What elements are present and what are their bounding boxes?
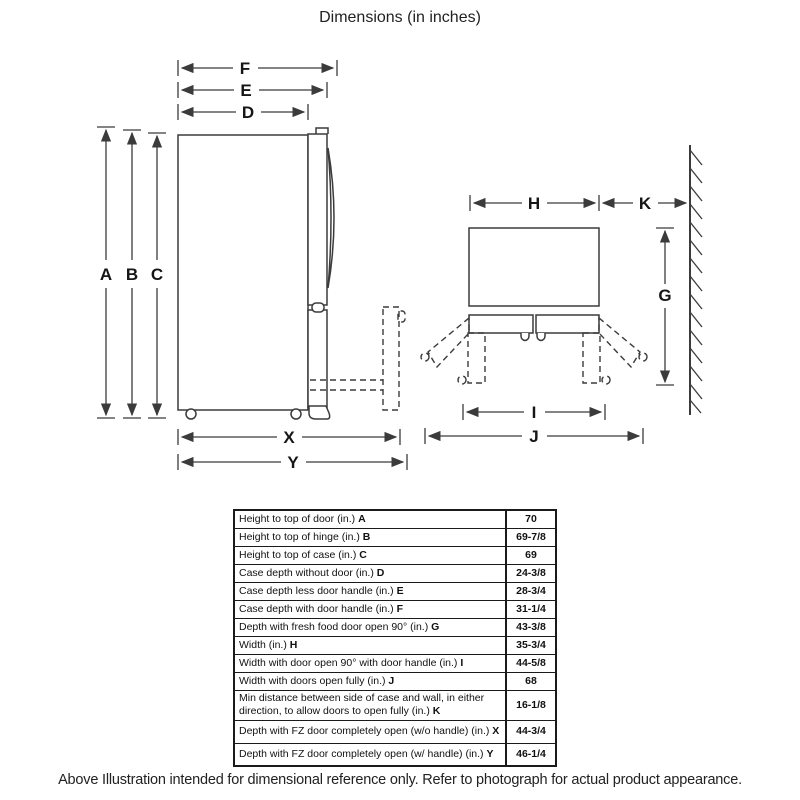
dimension-value: 44-5/8 [506, 654, 556, 672]
left-door-open-90-dashed [468, 333, 485, 383]
dim-label-y: Y [287, 453, 299, 472]
table-row [234, 564, 556, 582]
dim-label-x: X [283, 428, 295, 447]
dim-line-i [463, 403, 605, 422]
table-row [234, 743, 556, 766]
top-view [421, 145, 702, 446]
dim-label-k: K [638, 194, 652, 213]
dimension-letter: D [376, 566, 385, 579]
table-row [234, 654, 556, 672]
dimension-letter: A [358, 512, 366, 525]
left-fully-open-handle-dashed [421, 353, 429, 361]
dimension-label: Case depth less door handle (in.) [239, 584, 397, 597]
dim-line-k [603, 194, 686, 213]
dimension-label: Depth with FZ door completely open (w/ handle) (in.) [239, 747, 487, 760]
dimension-letter: B [362, 530, 371, 543]
dim-line-b [123, 130, 141, 418]
rear-wheel [291, 409, 301, 419]
dim-line-y [178, 453, 407, 472]
door-handle-side [328, 148, 334, 288]
side-view [97, 59, 407, 472]
right-door-open-90-dashed [583, 333, 600, 383]
dimension-letter: G [431, 620, 440, 633]
front-wheel [186, 409, 196, 419]
dimension-value: 24-3/8 [506, 564, 556, 582]
door-foot [309, 406, 330, 419]
right-door-open-fully-dashed [599, 318, 640, 367]
dimension-value: 43-3/8 [506, 618, 556, 636]
dim-label-h: H [527, 194, 541, 213]
dimension-label: Min distance between side of case and wall, in either direction, to allow doors to open fully (in.) [239, 692, 485, 717]
dimensions-table [233, 509, 557, 767]
dim-line-c [148, 133, 166, 418]
table-row [234, 528, 556, 546]
dim-label-b: B [125, 265, 139, 284]
dimension-letter: H [289, 638, 298, 651]
dim-label-e: E [240, 81, 252, 100]
table-row [234, 510, 556, 528]
fresh-food-door-side [308, 134, 327, 305]
table-row [234, 690, 556, 720]
dimension-value: 46-1/4 [506, 743, 556, 766]
dim-line-d [178, 103, 308, 122]
dimension-value: 44-3/4 [506, 720, 556, 743]
dim-label-d: D [241, 103, 255, 122]
left-door-open-fully-dashed [428, 318, 469, 367]
dimension-label: Depth with fresh food door open 90° (in.) [239, 620, 432, 633]
door-hinge [316, 128, 328, 134]
dimension-letter: C [359, 548, 367, 561]
wall-hatching [690, 150, 702, 413]
dim-label-c: C [150, 265, 164, 284]
table-row [234, 600, 556, 618]
dimension-label: Width with doors open fully (in.) [239, 674, 389, 687]
dimension-label: Depth with FZ door completely open (w/o handle) (in.) [239, 725, 493, 738]
dimension-value: 70 [506, 510, 556, 528]
dimension-value: 35-3/4 [506, 636, 556, 654]
dimension-value: 69 [506, 546, 556, 564]
table-row [234, 636, 556, 654]
dimension-value: 31-1/4 [506, 600, 556, 618]
dim-label-i: I [531, 403, 537, 422]
reference-note: Above Illustration intended for dimensional reference only. Refer to photograph for actual product appearance. [58, 772, 742, 788]
right-door-top [536, 315, 599, 333]
left-door-top [469, 315, 533, 333]
dim-line-e [178, 81, 327, 100]
fridge-case-side [178, 135, 308, 410]
freezer-door-open-dashed [383, 307, 399, 410]
dimension-letter: I [460, 656, 464, 669]
table-row [234, 618, 556, 636]
dim-label-j: J [529, 427, 539, 446]
dimension-letter: X [492, 725, 500, 738]
freezer-door-side [308, 310, 327, 408]
left-door-handle-nub [521, 333, 529, 341]
right-door-handle-nub [537, 333, 545, 341]
dimension-letter: F [396, 602, 404, 615]
dimension-value: 68 [506, 672, 556, 690]
dim-line-a [97, 127, 115, 418]
dim-line-h [470, 194, 599, 213]
dim-line-f [178, 59, 337, 78]
dim-label-g: G [658, 286, 672, 305]
dim-line-g [656, 228, 674, 385]
table-row [234, 672, 556, 690]
dim-line-j [425, 427, 643, 446]
table-row [234, 720, 556, 743]
dimension-value: 69-7/8 [506, 528, 556, 546]
right-fully-open-handle-dashed [639, 353, 647, 361]
dimension-letter: J [388, 674, 395, 687]
fridge-case-top [469, 228, 599, 306]
dimension-letter: E [396, 584, 404, 597]
dimension-letter: Y [486, 747, 494, 760]
dimension-label: Width (in.) [239, 638, 290, 651]
dimension-value: 16-1/8 [506, 690, 556, 720]
dimension-letter: K [432, 705, 441, 717]
dimension-value: 28-3/4 [506, 582, 556, 600]
table-row [234, 546, 556, 564]
dimensions-table-container [233, 509, 557, 767]
dim-line-x [178, 428, 400, 447]
freezer-handle-nub [312, 303, 324, 312]
right-open-handle-dashed [602, 376, 610, 384]
dim-label-a: A [99, 265, 113, 284]
dimension-label: Case depth with door handle (in.) [239, 602, 397, 615]
dim-label-f: F [239, 59, 251, 78]
page-title: Dimensions (in inches) [319, 9, 481, 26]
table-row [234, 582, 556, 600]
dimension-label: Height to top of door (in.) [239, 512, 359, 525]
dimension-label: Height to top of case (in.) [239, 548, 360, 561]
left-open-handle-dashed [458, 376, 466, 384]
dimension-label: Case depth without door (in.) [239, 566, 377, 579]
dimension-label: Height to top of hinge (in.) [239, 530, 363, 543]
dimension-label: Width with door open 90° with door handle (in.) [239, 656, 461, 669]
